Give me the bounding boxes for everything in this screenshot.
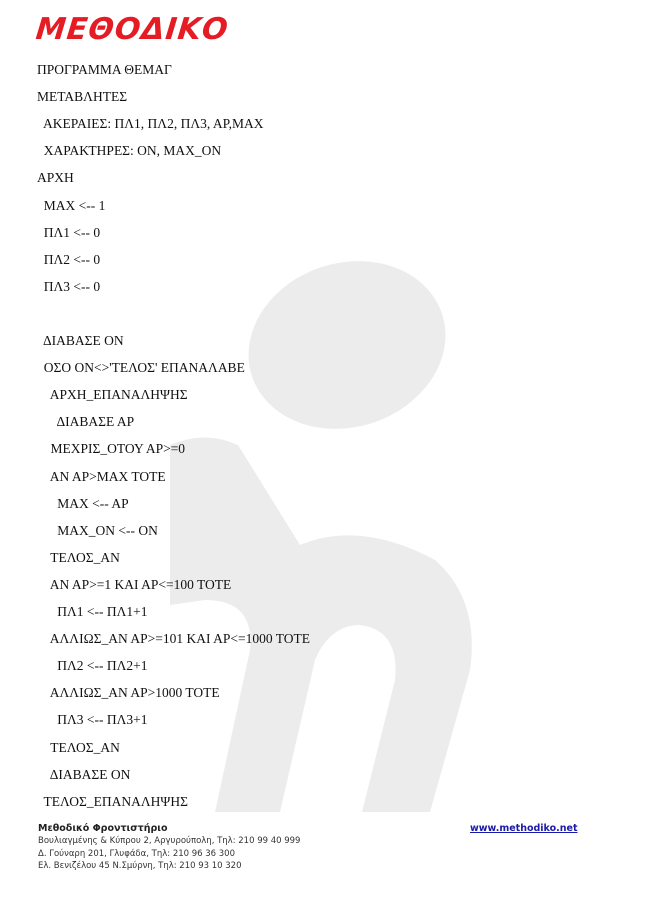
code-line: ΟΣΟ ΟΝ<>'ΤΕΛΟΣ' ΕΠΑΝΑΛΑΒΕ [37, 360, 245, 376]
footer-company-name: Μεθοδικό Φροντιστήριο [38, 823, 168, 834]
code-line: ΤΕΛΟΣ_ΕΠΑΝΑΛΗΨΗΣ [37, 793, 188, 809]
code-line: ΜΑΧ <-- ΑΡ [37, 495, 129, 511]
code-line: ΜΑΧ_ΟΝ <-- ΟΝ [37, 522, 158, 538]
code-line: ΔΙΑΒΑΣΕ ΟΝ [37, 333, 124, 348]
code-line: ΑΚΕΡΑΙΕΣ: ΠΛ1, ΠΛ2, ΠΛ3, ΑΡ,ΜΑΧ [37, 116, 264, 132]
code-line: ΜΕΧΡΙΣ_ΟΤΟΥ ΑΡ>=0 [37, 441, 186, 457]
footer [38, 822, 300, 873]
code-line: ΠΛ1 <-- 0 [37, 224, 101, 240]
code-line: ΑΡΧΗ [37, 170, 74, 186]
code-line: ΠΡΟΓΡΑΜΜΑ ΘΕΜΑΓ [37, 62, 172, 77]
code-line: ΑΝ ΑΡ>ΜΑΧ ΤΟΤΕ [37, 468, 166, 484]
methodiko-logo: ΜΕΘΟΔΙΚΟ [34, 12, 231, 47]
code-line: ΑΡΧΗ_ΕΠΑΝΑΛΗΨΗΣ [37, 387, 188, 403]
code-line: ΠΛ1 <-- ΠΛ1+1 [37, 604, 148, 619]
code-line: ΜΑΧ <-- 1 [37, 197, 106, 213]
code-line: ΠΛ3 <-- 0 [37, 278, 101, 294]
code-line: ΠΛ2 <-- 0 [37, 251, 101, 267]
code-line: ΧΑΡΑΚΤΗΡΕΣ: ΟΝ, ΜΑΧ_ΟΝ [37, 143, 222, 159]
code-line: ΤΕΛΟΣ_ΑΝ [37, 739, 120, 755]
footer-address-argyroupoli: Βουλιαγμένης & Κύπρου 2, Αργυρούπολη, Τηλ: 210 99 40 999 [38, 836, 301, 846]
code-line: ΔΙΑΒΑΣΕ ΟΝ [37, 766, 131, 782]
footer-address-glyfada: Δ. Γούναρη 201, Γλυφάδα, Τηλ: 210 96 36 300 [38, 848, 235, 859]
code-line: ΤΕΛΟΣ_ΑΝ [37, 549, 120, 565]
code-line: ΠΛ3 <-- ΠΛ3+1 [37, 712, 148, 728]
website-link[interactable]: www.methodiko.net [470, 823, 578, 834]
code-line: ΔΙΑΒΑΣΕ ΑΡ [37, 414, 135, 430]
footer-address-smyrni: Ελ. Βενιζέλου 45 Ν.Σμύρνη, Τηλ: 210 93 10 320 [38, 861, 242, 871]
code-line: ΑΛΛΙΩΣ_ΑΝ ΑΡ>1000 ΤΟΤΕ [37, 685, 220, 701]
code-line: ΠΛ2 <-- ΠΛ2+1 [37, 658, 148, 674]
code-line: ΑΝ ΑΡ>=1 ΚΑΙ ΑΡ<=100 ΤΟΤΕ [37, 576, 232, 592]
code-line: ΜΕΤΑΒΛΗΤΕΣ [37, 89, 128, 105]
code-line: ΑΛΛΙΩΣ_ΑΝ ΑΡ>=101 ΚΑΙ ΑΡ<=1000 ΤΟΤΕ [37, 631, 310, 647]
